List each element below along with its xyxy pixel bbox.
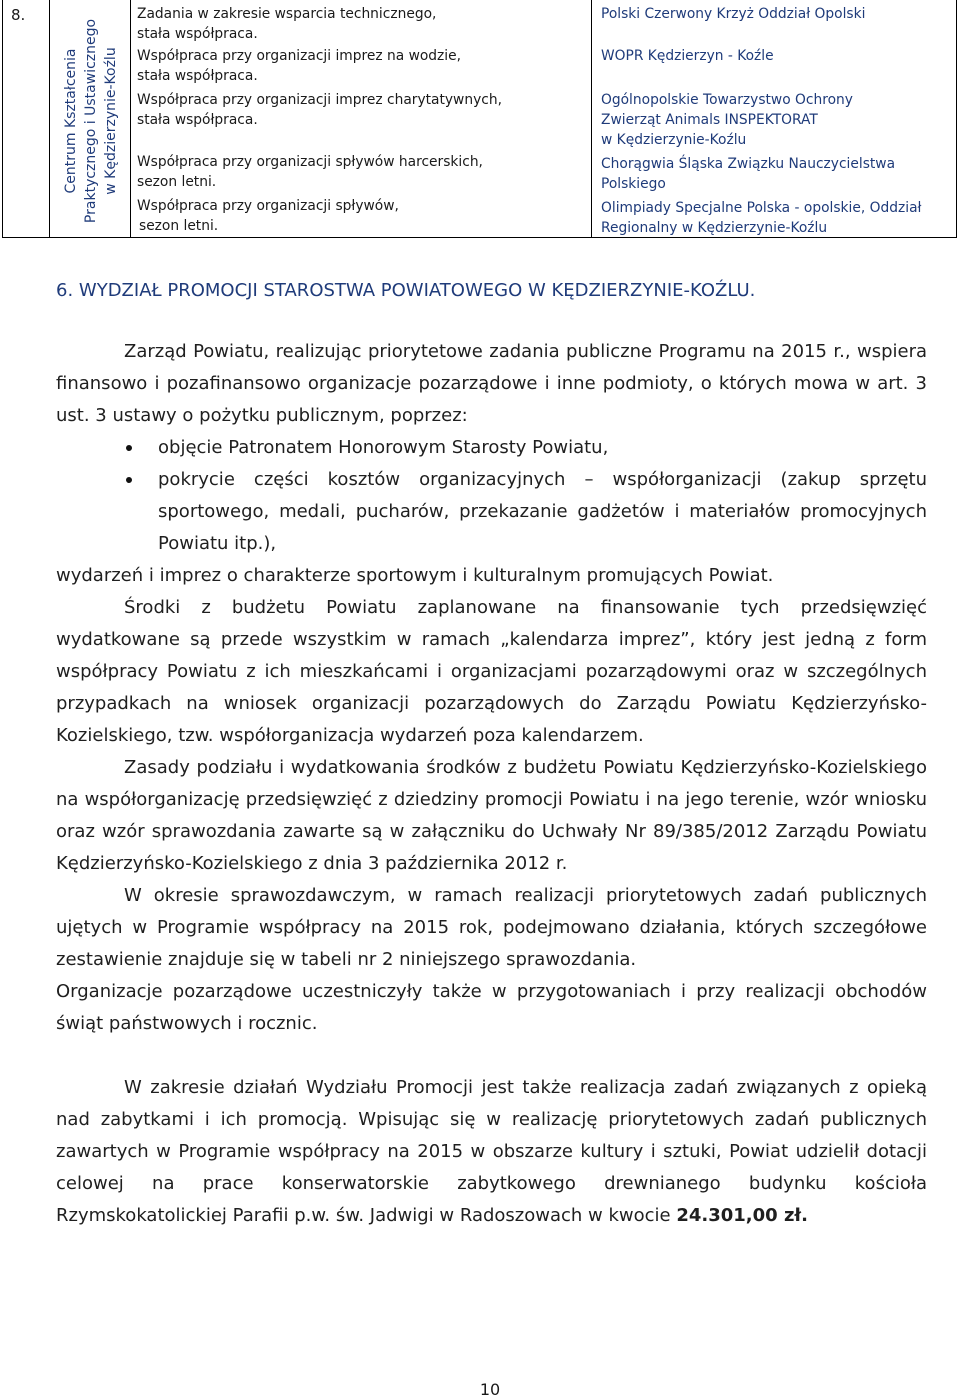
institution-cell (53, 10, 129, 232)
paragraph-monuments: W zakresie działań Wydziału Promocji jest także realizacja zadań związanych z opieką nad zabytkami i ich promocją. Wpisując się w realizację priorytetowych zadań publicznych zawartych w Programie współpracy na 2015 w obszarze kultury i sztuki, Powiat udzielił dotacji celowej na prace konserwatorskie zabytkowego drewnianego budynku kościoła Rzymskokatolickiej Parafii p.w. św. Jadwigi w Radoszowach w kwocie 24.301,00 zł. (56, 1077, 927, 1226)
bullet-icon (126, 445, 132, 451)
section-body (56, 336, 927, 1232)
partner-item: WOPR Kędzierzyn - Koźle (601, 48, 774, 64)
paragraph-holidays: Organizacje pozarządowe uczestniczyły także w przygotowaniach i przy realizacji obchodów świąt państwowych i rocznic. (56, 981, 927, 1034)
task-item: Współpraca przy organizacji imprez na wodzie, stała współpraca. (137, 48, 462, 84)
bullet-icon (126, 477, 132, 483)
paragraph-funds: Środki z budżetu Powiatu zaplanowane na finansowanie tych przedsięwzięć wydatkowane są przede wszystkim w ramach „kalendarza imprez”, który jest jedną z form współpracy Powiatu z ich mieszkańcami i organizacjami pozarządowymi oraz w szczególnych przypadkach na wniosek organizacji pozarządowych do Zarządu Powiatu Kędzierzyńsko-Kozielskiego, tzw. współorganizacja wydarzeń poza kalendarzem. (56, 597, 927, 746)
paragraph-period: W okresie sprawozdawczym, w ramach realizacji priorytetowych zadań publicznych ujętych w Programie współpracy na 2015 rok, podejmowano działania, których szczegółowe zestawienie znajduje się w tabeli nr 2 niniejszego sprawozdania. (56, 885, 927, 970)
list-item: pokrycie części kosztów organizacyjnych – współorganizacji (zakup sprzętu sportowego, medali, pucharów, przekazanie gadżetów i materiałów promocyjnych Powiatu itp.), (56, 464, 927, 560)
intro-paragraph: Zarząd Powiatu, realizując priorytetowe zadania publiczne Programu na 2015 r., wspiera finansowo i pozafinansowo organizacje pozarządowe i inne podmioty, o których mowa w art. 3 ust. 3 ustawy o pożytku publicznym, poprzez: (56, 341, 927, 426)
spacer (56, 1040, 927, 1072)
task-item: Zadania w zakresie wsparcia technicznego, stała współpraca. (137, 6, 437, 42)
task-item: Współpraca przy organizacji spływów harcerskich, sezon letni. (137, 154, 483, 190)
bullet-list (56, 432, 927, 560)
task-item: Współpraca przy organizacji imprez charytatywnych, stała współpraca. (137, 92, 502, 128)
after-bullets-line: wydarzeń i imprez o charakterze sportowym i kulturalnym promujących Powiat. (56, 565, 774, 586)
partner-item: Olimpiady Specjalne Polska - opolskie, Oddział Regionalny w Kędzierzynie-Koźlu (601, 200, 922, 236)
section-heading: 6. WYDZIAŁ PROMOCJI STAROSTWA POWIATOWEGO W KĘDZIERZYNIE-KOŹLU. (56, 280, 756, 301)
grant-amount: 24.301,00 zł. (676, 1205, 808, 1226)
partner-item: Ogólnopolskie Towarzystwo Ochrony Zwierząt Animals INSPEKTORAT w Kędzierzynie-Koźlu (601, 92, 853, 148)
partner-item: Chorągwia Śląska Związku Nauczycielstwa Polskiego (601, 156, 896, 192)
task-item: Współpraca przy organizacji spływów, sezon letni. (137, 198, 399, 234)
row-number: 8. (11, 6, 26, 24)
list-item: objęcie Patronatem Honorowym Starosty Powiatu, (56, 432, 927, 464)
partner-item: Polski Czerwony Krzyż Oddział Opolski (601, 6, 866, 22)
table-divider (591, 0, 592, 237)
page-number: 10 (479, 1380, 501, 1399)
table-divider (49, 0, 50, 237)
organizations-table (2, 0, 957, 238)
paragraph-rules: Zasady podziału i wydatkowania środków z budżetu Powiatu Kędzierzyńsko-Kozielskiego na współorganizację przedsięwzięć z dziedziny promocji Powiatu i na jego terenie, wzór wniosku oraz wzór sprawozdania zawarte są w załączniku do Uchwały Nr 89/385/2012 Zarządu Powiatu Kędzierzyńsko-Kozielskiego z dnia 3 października 2012 r. (56, 757, 927, 874)
table-divider (130, 0, 131, 237)
institution-name: Centrum Kształcenia Praktycznego i Ustawicznego w Kędzierzynie-Koźlu (63, 18, 119, 224)
